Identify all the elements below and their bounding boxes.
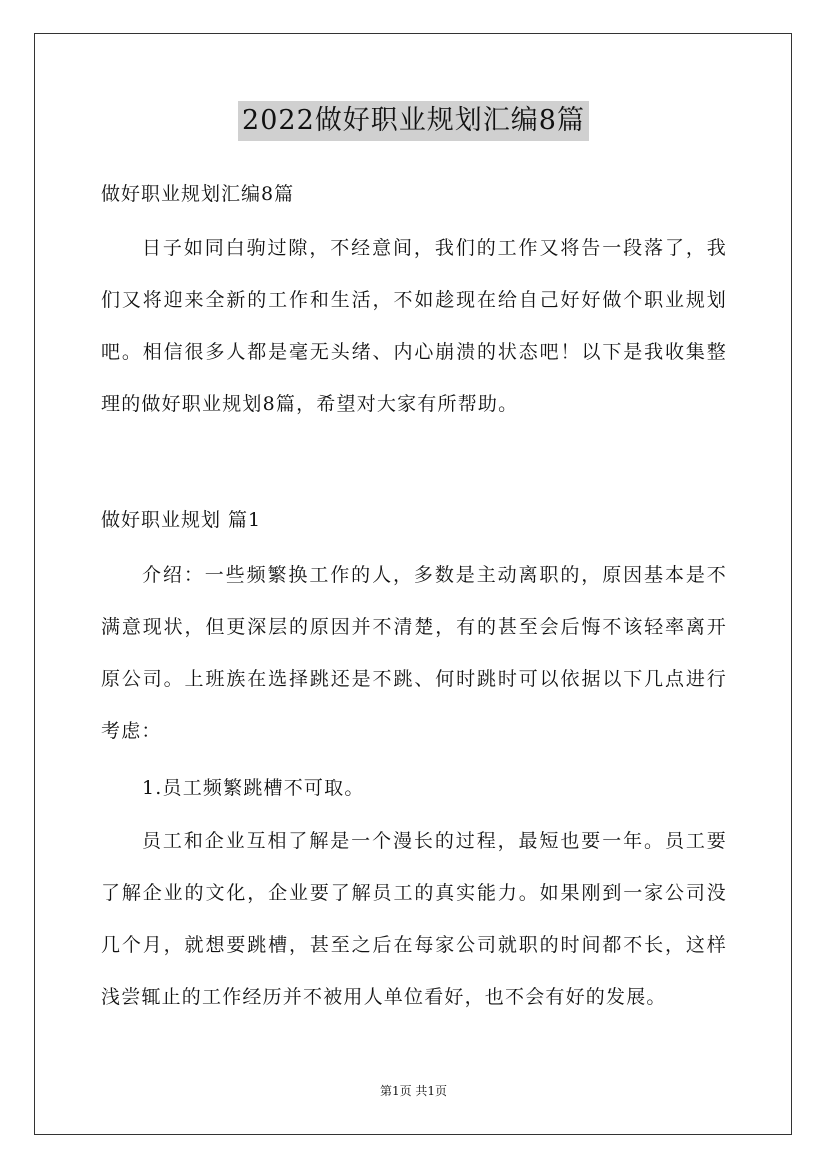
page-footer: 第1页 共1页 — [379, 1084, 448, 1098]
document-title: 2022做好职业规划汇编8篇 — [238, 101, 589, 141]
intro-paragraph: 日子如同白驹过隙，不经意间，我们的工作又将告一段落了，我们又将迎来全新的工作和生活，不如趁现在给自己好好做个职业规划吧。相信很多人都是毫无头绪、内心崩溃的状态吧！以下是我收集整理的做好职业规划8篇，希望对大家有所帮助。 — [101, 237, 727, 415]
document-subtitle: 做好职业规划汇编8篇 — [101, 183, 295, 205]
title-container — [0, 101, 827, 141]
point-1-paragraph: 员工和企业互相了解是一个漫长的过程，最短也要一年。员工要了解企业的文化，企业要了解员工的真实能力。如果刚到一家公司没几个月，就想要跳槽，甚至之后在每家公司就职的时间都不长，这样浅尝辄止的工作经历并不被用人单位看好，也不会有好的发展。 — [101, 830, 727, 1008]
section-intro-paragraph: 介绍：一些频繁换工作的人，多数是主动离职的，原因基本是不满意现状，但更深层的原因并不清楚，有的甚至会后悔不该轻率离开原公司。上班族在选择跳还是不跳、何时跳时可以依据以下几点进行考虑： — [101, 564, 727, 742]
point-1-heading: 1.员工频繁跳槽不可取。 — [142, 777, 365, 799]
section-heading: 做好职业规划 篇1 — [101, 509, 262, 531]
